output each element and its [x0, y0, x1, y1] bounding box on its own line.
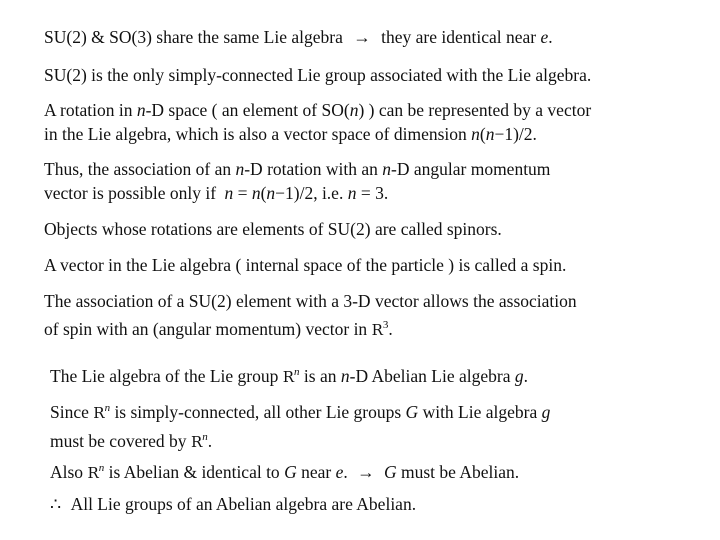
text-fragment: = — [237, 183, 248, 203]
text-fragment: SU(2) is the only simply-connected Lie group associated with the Lie algebra. — [44, 65, 592, 85]
math-symbol: G — [383, 461, 397, 482]
line — [44, 313, 577, 342]
statement-spin — [44, 253, 566, 277]
text-fragment: The association of a SU(2) element with a 3-D vector allows the association — [44, 291, 577, 311]
math-symbol: n — [136, 100, 146, 120]
statement-same-lie-algebra — [44, 25, 553, 49]
text-fragment: Objects whose rotations are elements of SU(2) are called spinors. — [44, 219, 502, 239]
math-symbol: n — [382, 159, 392, 179]
therefore-icon: ∴ — [50, 494, 62, 514]
statement-abelian — [50, 456, 519, 485]
statement-rn-lie-algebra — [50, 360, 528, 389]
text-fragment: must be Abelian. — [401, 461, 520, 482]
lie-algebra-symbol: g — [541, 401, 551, 422]
math-symbol: e — [540, 27, 549, 47]
line — [44, 98, 591, 122]
math-symbol: n — [340, 365, 350, 386]
superscript: n — [202, 430, 208, 443]
math-symbol: n — [485, 124, 495, 144]
real-numbers-symbol: R — [190, 432, 203, 451]
line — [50, 425, 550, 454]
superscript: n — [294, 366, 300, 378]
text-fragment: −1)/2. — [494, 124, 537, 144]
statement-su2-simply-connected — [44, 63, 591, 87]
text-fragment: = 3. — [360, 183, 389, 203]
real-numbers-symbol: R — [87, 463, 99, 482]
text-fragment: . — [343, 461, 348, 482]
text-fragment: All Lie groups of an Abelian algebra are Abelian. — [70, 494, 417, 514]
text-fragment: -D Abelian Lie algebra — [349, 365, 511, 386]
arrow-icon: → — [353, 27, 371, 47]
statement-spinors — [44, 217, 502, 241]
text-fragment: ) ) can be represented by a vector — [358, 100, 592, 120]
text-fragment: must be covered by — [50, 430, 187, 451]
text-fragment: with Lie algebra — [422, 401, 538, 422]
text-fragment: Thus, the association of an — [44, 159, 232, 179]
text-fragment: A rotation in — [44, 100, 133, 120]
text-fragment: . — [207, 430, 213, 451]
real-numbers-symbol: R — [93, 403, 105, 422]
text-fragment: is an — [303, 365, 337, 386]
text-fragment: vector is possible only if — [44, 183, 217, 203]
arrow-icon: → — [357, 461, 375, 482]
math-symbol: n — [266, 183, 276, 203]
lie-algebra-symbol: g — [514, 365, 524, 386]
text-fragment: of spin with an (angular momentum) vector in — [44, 318, 368, 339]
statement-spin-association — [44, 289, 577, 342]
text-fragment: −1)/2, i.e. — [275, 183, 344, 203]
text-fragment: is Abelian & identical to — [108, 461, 280, 482]
superscript: n — [98, 462, 105, 474]
line — [44, 181, 550, 205]
superscript: n — [104, 402, 111, 414]
math-symbol: n — [235, 159, 245, 179]
text-fragment: ( — [260, 183, 267, 203]
text-fragment: . — [548, 27, 553, 47]
statement-conclusion — [50, 492, 416, 516]
math-symbol: n — [349, 100, 359, 120]
math-symbol: e — [335, 461, 344, 482]
math-symbol: n — [224, 183, 234, 203]
text-fragment: SU(2) & SO(3) share the same Lie algebra — [44, 27, 343, 47]
text-fragment: . — [388, 318, 393, 339]
line — [44, 289, 577, 313]
line — [50, 396, 550, 425]
text-fragment: near — [301, 461, 332, 482]
text-fragment: Since — [50, 401, 89, 422]
math-symbol: n — [471, 124, 480, 144]
text-fragment: Also — [50, 461, 84, 482]
text-fragment: -D angular momentum — [391, 159, 551, 179]
text-fragment: A vector in the Lie algebra ( internal space of the particle ) is called a spin. — [44, 255, 567, 275]
text-fragment: . — [523, 365, 528, 386]
text-fragment: -D rotation with an — [244, 159, 378, 179]
math-symbol: n — [347, 183, 357, 203]
text-fragment: in the Lie algebra, which is also a vector space of dimension — [44, 124, 467, 144]
line — [44, 122, 591, 146]
text-fragment: -D space ( an element of SO( — [145, 100, 350, 120]
statement-angular-momentum — [44, 157, 550, 205]
superscript: 3 — [382, 319, 389, 331]
real-numbers-symbol: R — [282, 367, 295, 386]
real-numbers-symbol: R — [371, 320, 383, 339]
text-fragment: is simply-connected, all other Lie groups — [114, 401, 402, 422]
text-fragment: ( — [479, 124, 486, 144]
line — [44, 157, 550, 181]
statement-rotation-vector — [44, 98, 591, 146]
text-fragment: they are identical near — [381, 27, 537, 47]
math-symbol: G — [405, 401, 419, 422]
math-symbol: n — [251, 183, 261, 203]
math-symbol: G — [284, 461, 297, 482]
statement-covering-groups — [50, 396, 550, 454]
text-fragment: The Lie algebra of the Lie group — [50, 365, 279, 386]
